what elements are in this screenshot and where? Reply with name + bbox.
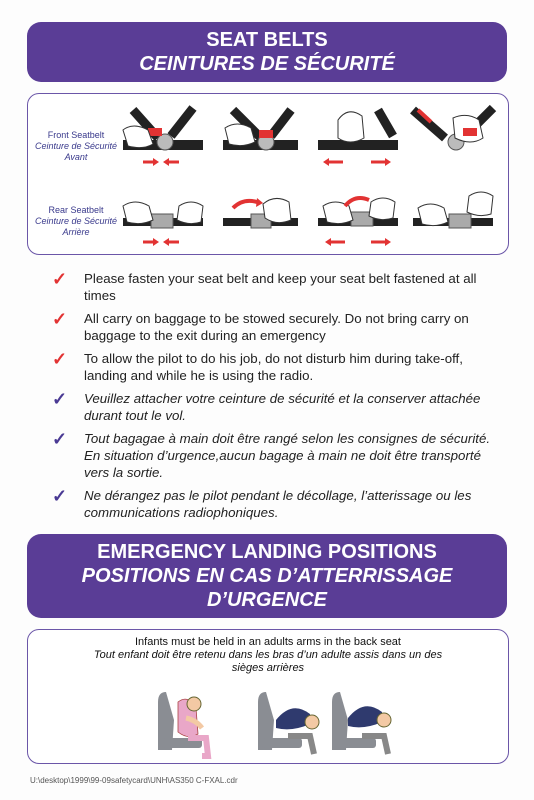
instruction-item: ✓ Please fasten your seat belt and keep your seat belt fastened at all times [52,269,477,303]
seat-belts-banner [27,22,507,82]
rear-buckle-step-2 [223,198,298,228]
brace-position-figure-2 [332,692,391,754]
emergency-banner [27,534,507,618]
checkmark-icon: ✓ [52,269,68,289]
file-path-footer: U:\desktop\1999\99-09safetycard\UNH\AS350 C-FXAL.cdr [30,776,238,785]
front-buckle-step-1 [123,108,203,166]
checkmark-icon: ✓ [52,389,68,409]
checkmark-icon: ✓ [52,349,68,369]
instruction-item: ✓ All carry on baggage to be stowed securely. Do not bring carry on baggage to the exit during an emergency [52,309,469,343]
seatbelt-illustration-panel [27,93,509,255]
instruction-item: ✓ Tout bagagae à main doit être rangé selon les consignes de sécurité. En situation d’urgence,aucun bagage à main ne doit être transporté vers la sortie. [52,429,491,480]
rear-buckle-step-4 [413,192,493,228]
rear-seatbelt-label-fr: Ceinture de Sécurité Arrière [34,216,118,237]
rear-buckle-step-1 [123,202,203,246]
emergency-title-fr-2: D’URGENCE [206,589,327,611]
front-seatbelt-label-en: Front Seatbelt [47,130,105,140]
infant-instruction-fr-2: sièges arrières [231,662,305,674]
emergency-title-fr-1: POSITIONS EN CAS D’ATTERRISSAGE [81,565,453,587]
emergency-position-panel [27,629,509,764]
infant-instruction-fr-1: Tout enfant doit être retenu dans les bras d’un adulte assis dans un des [93,649,443,661]
brace-position-illustration [148,682,408,762]
front-seatbelt-label-fr: Ceinture de Sécurité Avant [34,141,118,162]
instruction-list [52,270,492,527]
front-buckle-step-3 [318,110,398,166]
rear-seatbelt-label-en: Rear Seatbelt [48,205,104,215]
seat-belts-title-fr: CEINTURES DE SÉCURITÉ [139,53,395,75]
seat-belts-title: SEAT BELTS [206,29,328,51]
instruction-item: ✓ To allow the pilot to do his job, do not disturb him during take-off, landing and while he is using the radio. [52,349,463,383]
front-buckle-step-4 [413,108,493,150]
front-buckle-step-2 [223,110,298,150]
instruction-item: ✓ Ne dérangez pas le pilot pendant le décollage, l’atterissage ou les communications radiophoniques. [52,486,472,520]
brace-position-figure-1 [258,692,319,754]
instruction-item: ✓ Veuillez attacher votre ceinture de sécurité et la conserver attachée durant tout le vol. [52,389,481,423]
emergency-title: EMERGENCY LANDING POSITIONS [97,541,437,563]
seatbelt-diagrams [113,100,503,250]
adult-holding-infant-figure [158,692,208,756]
front-seatbelt-label [34,130,118,163]
rear-seatbelt-label [34,205,118,238]
checkmark-icon: ✓ [52,486,68,506]
infant-instruction-en: Infants must be held in an adults arms in the back seat [135,636,401,648]
checkmark-icon: ✓ [52,429,68,449]
rear-buckle-step-3 [318,198,398,246]
checkmark-icon: ✓ [52,309,68,329]
